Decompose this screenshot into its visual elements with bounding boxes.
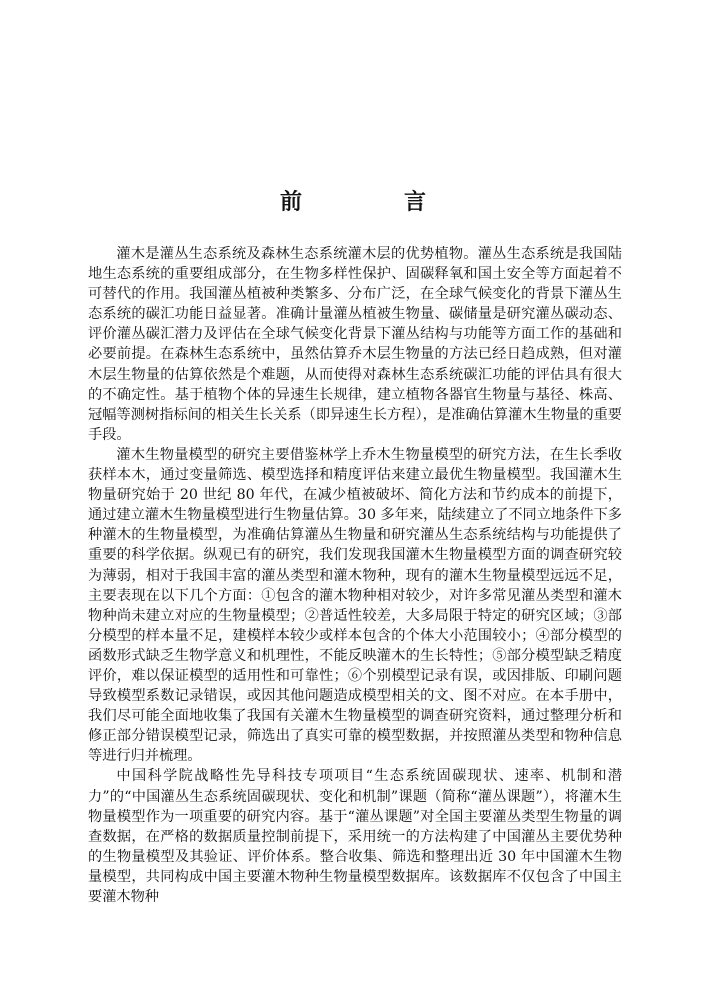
paragraph: 中国科学院战略性先导科技专项项目“生态系统固碳现状、速率、机制和潜力”的“中国灌丛生态系统固碳现状、变化和机制”课题（简称“灌丛课题”），将灌木生物量模型作为一项重要的研究内容。基于“灌丛课题”对全国主要灌丛类型生物量的调查数据，在严格的数据质量控制前提下，采用统一的方法构建了中国灌丛主要优势种的生物量模型及其验证、评价体系。整合收集、筛选和整理出近 30 年中国灌木生物量模型，共同构成中国主要灌木物种生物量模型数据库。该数据库不仅包含了中国主要灌木物种 — [88, 768, 622, 905]
page-title: 前 言 — [279, 189, 466, 215]
paragraph: 灌木是灌丛生态系统及森林生态系统灌木层的优势植物。灌丛生态系统是我国陆地生态系统的重要组成部分，在生物多样性保护、固碳释氧和国土安全等方面起着不可替代的作用。我国灌丛植被种类繁多、分布广泛，在全球气候变化的背景下灌丛生态系统的碳汇功能日益显著。准确计量灌丛植被生物量、碳储量是研究灌丛碳动态、评价灌丛碳汇潜力及评估在全球气候变化背景下灌丛结构与功能等方面工作的基础和必要前提。在森林生态系统中，虽然估算乔木层生物量的方法已经日趋成熟，但对灌木层生物量的估算依然是个难题，从而使得对森林生态系统碳汇功能的评估具有很大的不确定性。基于植物个体的异速生长规律，建立植物各器官生物量与基径、株高、冠幅等测树指标间的相关生长关系（即异速生长方程），是准确估算灌木生物量的重要手段。 — [88, 246, 622, 443]
body-text — [88, 244, 622, 907]
paragraph: 灌木生物量模型的研究主要借鉴林学上乔木生物量模型的研究方法，在生长季收获样本木，通过变量筛选、模型选择和精度评估来建立最优生物量模型。我国灌木生物量研究始于 20 世纪 80 年代，在减少植被破坏、简化方法和节约成本的前提下，通过建立灌木生物量模型进行生物量估算。30 多年来，陆续建立了不同立地条件下多种灌木的生物量模型，为准确估算灌丛生物量和研究灌丛生态系统结构与功能提供了重要的科学依据。纵观已有的研究，我们发现我国灌木生物量模型方面的调查研究较为薄弱，相对于我国丰富的灌丛类型和灌木物种，现有的灌木生物量模型远远不足，主要表现在以下几个方面：①包含的灌木物种相对较少，对许多常见灌丛类型和灌木物种尚未建立对应的生物量模型；②普适性较差，大多局限于特定的研究区域；③部分模型的样本量不足，建模样本较少或样本包含的个体大小范围较小；④部分模型的函数形式缺乏生物学意义和机理性，不能反映灌木的生长特性；⑤部分模型缺乏精度评价，难以保证模型的适用性和可靠性；⑥个别模型记录有误，或因排版、印刷问题导致模型系数记录错误，或因其他问题造成模型相关的文、图不对应。在本手册中，我们尽可能全面地收集了我国有关灌木生物量模型的调查研究资料，通过整理分析和修正部分错误模型记录，筛选出了真实可靠的模型数据，并按照灌丛类型和物种信息等进行归并梳理。 — [88, 446, 622, 765]
